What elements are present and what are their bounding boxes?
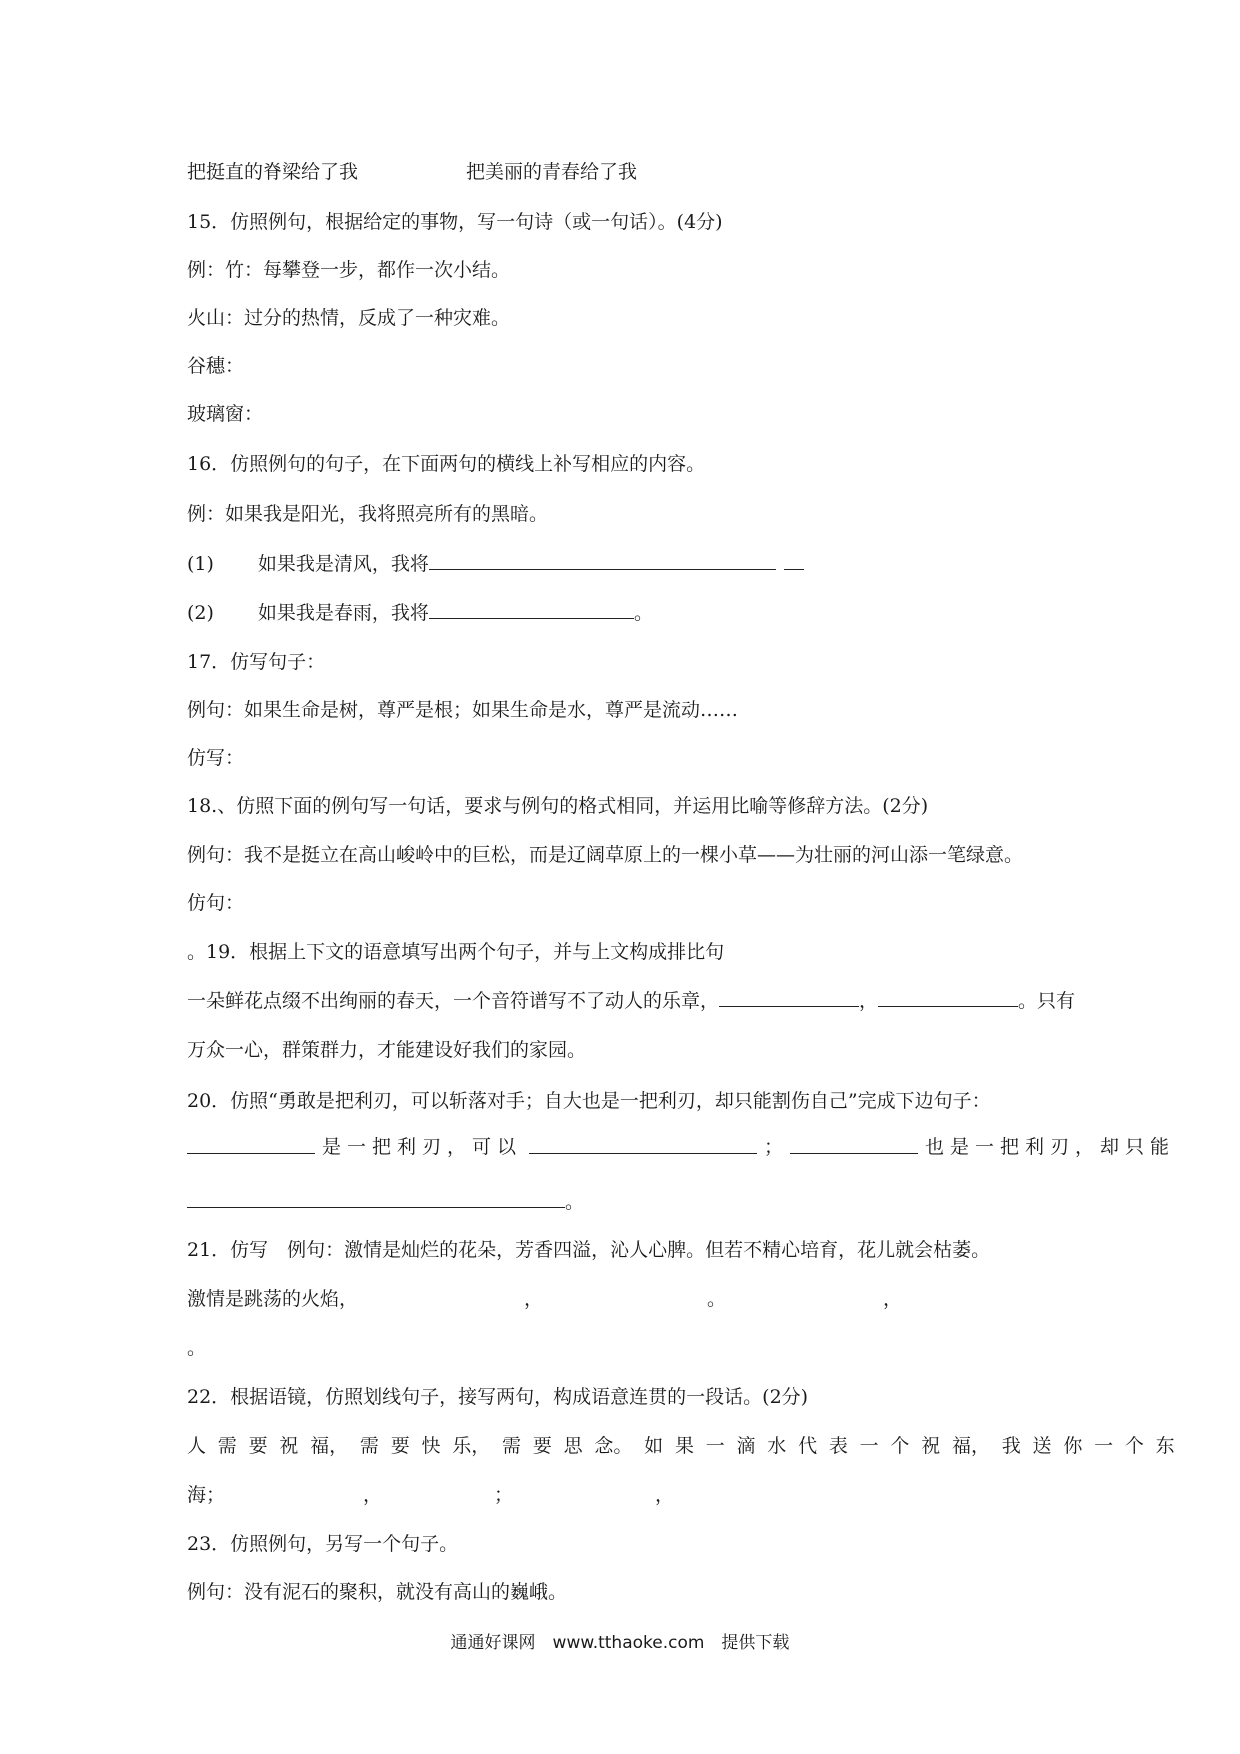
text: ；: [494, 1484, 514, 1506]
q22-glyph: 一: [1094, 1435, 1114, 1457]
answer-blank[interactable]: [784, 551, 804, 570]
q22-glyph: 我: [1001, 1435, 1021, 1457]
q23-heading: 23．仿照例句，另写一个句子。: [187, 1533, 459, 1555]
item-number: (1): [187, 553, 214, 575]
q16-item-2: [187, 600, 653, 625]
q17-answer-label: 仿写：: [187, 747, 245, 769]
q19-heading: 。19．根据上下文的语意填写出两个句子，并与上文构成排比句: [187, 941, 725, 963]
q22-glyph: 祝: [921, 1435, 941, 1457]
q17-example: 例句：如果生命是树，尊严是根；如果生命是水，尊严是流动……: [187, 699, 739, 721]
answer-blank[interactable]: [790, 1135, 918, 1154]
q22-glyph: 人: [187, 1435, 207, 1457]
text: 。: [633, 602, 653, 624]
q22-glyph: 送: [1032, 1435, 1052, 1457]
q22-glyph: 水: [767, 1435, 787, 1457]
text: 激情是跳荡的火焰，: [187, 1288, 359, 1310]
text: ；: [763, 1136, 783, 1158]
text: ，: [883, 1288, 903, 1310]
q20-fill-line-2: [187, 1189, 584, 1214]
q22-glyph: 需: [502, 1435, 522, 1457]
q21-answer: [187, 1287, 902, 1311]
text: 。: [565, 1191, 585, 1213]
q22-glyph: 要: [532, 1435, 552, 1457]
q22-glyph: 福，: [951, 1435, 990, 1457]
q22-glyph: 要: [248, 1435, 268, 1457]
q18-example: 例句：我不是挺立在高山峻岭中的巨松，而是辽阔草原上的一棵小草——为壮丽的河山添一笔绿意。: [187, 844, 1024, 866]
answer-blank[interactable]: [187, 1189, 565, 1208]
q22-text-1: [187, 1434, 1175, 1458]
q15-item-a: 谷穗：: [187, 355, 245, 377]
text: ，: [363, 1484, 383, 1506]
item-number: (2): [187, 602, 214, 624]
q22-glyph: 果: [674, 1435, 694, 1457]
text: ，: [859, 990, 879, 1012]
page-footer: 通通好课网 www.tthaoke.com 提供下载: [450, 1633, 790, 1653]
q22-glyph: 思: [563, 1435, 583, 1457]
q21-answer-end: 。: [187, 1337, 207, 1359]
answer-blank[interactable]: [529, 1135, 757, 1154]
q22-glyph: 滴: [736, 1435, 756, 1457]
q15-heading: 15．仿照例句，根据给定的事物，写一句诗（或一句话）。(4分): [187, 211, 723, 233]
q22-glyph: 个: [890, 1435, 910, 1457]
q21-heading: 21．仿写 例句：激情是灿烂的花朵，芳香四溢，沁人心脾。但若不精心培育，花儿就会枯萎。: [187, 1239, 991, 1261]
line-1: [187, 160, 637, 184]
q22-glyph: 需: [217, 1435, 237, 1457]
answer-blank[interactable]: [187, 1135, 315, 1154]
q23-example: 例句：没有泥石的聚积，就没有高山的巍峨。: [187, 1581, 568, 1603]
q15-example-2: 火山：过分的热情，反成了一种灾难。: [187, 307, 511, 329]
q22-glyph: 代: [798, 1435, 818, 1457]
q15-example-1: 例：竹：每攀登一步，都作一次小结。: [187, 259, 511, 281]
q22-glyph: 一: [859, 1435, 879, 1457]
q22-glyph: 祝: [279, 1435, 299, 1457]
q22-glyph: 如: [644, 1435, 664, 1457]
q22-glyph: 要: [390, 1435, 410, 1457]
q22-glyph: 念。: [594, 1435, 633, 1457]
q20-heading: 20．仿照“勇敢是把利刃，可以斩落对手；自大也是一把利刃，却只能割伤自己”完成下边句子：: [187, 1090, 991, 1112]
text: ，: [524, 1288, 544, 1310]
text: ，: [655, 1484, 675, 1506]
text: 把美丽的青春给了我: [466, 161, 638, 183]
text: 如果我是春雨，我将: [257, 602, 429, 624]
q20-fill-line: [187, 1135, 1175, 1159]
q22-glyph: 一: [705, 1435, 725, 1457]
text: 。只有: [1018, 990, 1076, 1012]
text: 把挺直的脊梁给了我: [187, 161, 359, 183]
text: 一朵鲜花点缀不出绚丽的春天，一个音符谱写不了动人的乐章，: [187, 990, 720, 1012]
q22-glyph: 需: [359, 1435, 379, 1457]
q22-heading: 22．根据语镜，仿照划线句子，接写两句，构成语意连贯的一段话。(2分): [187, 1386, 809, 1408]
q22-text-2: [187, 1483, 674, 1507]
text: 如果我是清风，我将: [257, 553, 429, 575]
q22-glyph: 福，: [310, 1435, 349, 1457]
answer-blank[interactable]: [429, 600, 634, 619]
q16-item-1: [187, 551, 804, 576]
q15-item-b: 玻璃窗：: [187, 403, 264, 425]
q22-glyph: 快: [421, 1435, 441, 1457]
answer-blank[interactable]: [429, 551, 776, 570]
answer-blank[interactable]: [719, 988, 859, 1007]
q22-glyph: 乐，: [452, 1435, 491, 1457]
q18-answer-label: 仿句：: [187, 892, 245, 914]
q22-glyph: 你: [1063, 1435, 1083, 1457]
q22-glyph: 个: [1124, 1435, 1144, 1457]
q16-example: 例：如果我是阳光，我将照亮所有的黑暗。: [187, 503, 549, 525]
q18-heading: 18.、仿照下面的例句写一句话，要求与例句的格式相同，并运用比喻等修辞方法。(2分): [187, 795, 929, 817]
text: 也是一把利刃，却只能: [924, 1136, 1175, 1158]
text: 是一把利刃，可以: [321, 1136, 522, 1158]
q16-heading: 16．仿照例句的句子，在下面两句的横线上补写相应的内容。: [187, 453, 706, 475]
q22-glyph: 东: [1155, 1435, 1175, 1457]
q22-glyph: 表: [828, 1435, 848, 1457]
q17-heading: 17．仿写句子：: [187, 651, 326, 673]
answer-blank[interactable]: [878, 988, 1018, 1007]
text: 海；: [187, 1484, 226, 1506]
q19-text-1: [187, 988, 1075, 1013]
text: 。: [707, 1288, 727, 1310]
q19-text-2: 万众一心，群策群力，才能建设好我们的家园。: [187, 1039, 587, 1061]
